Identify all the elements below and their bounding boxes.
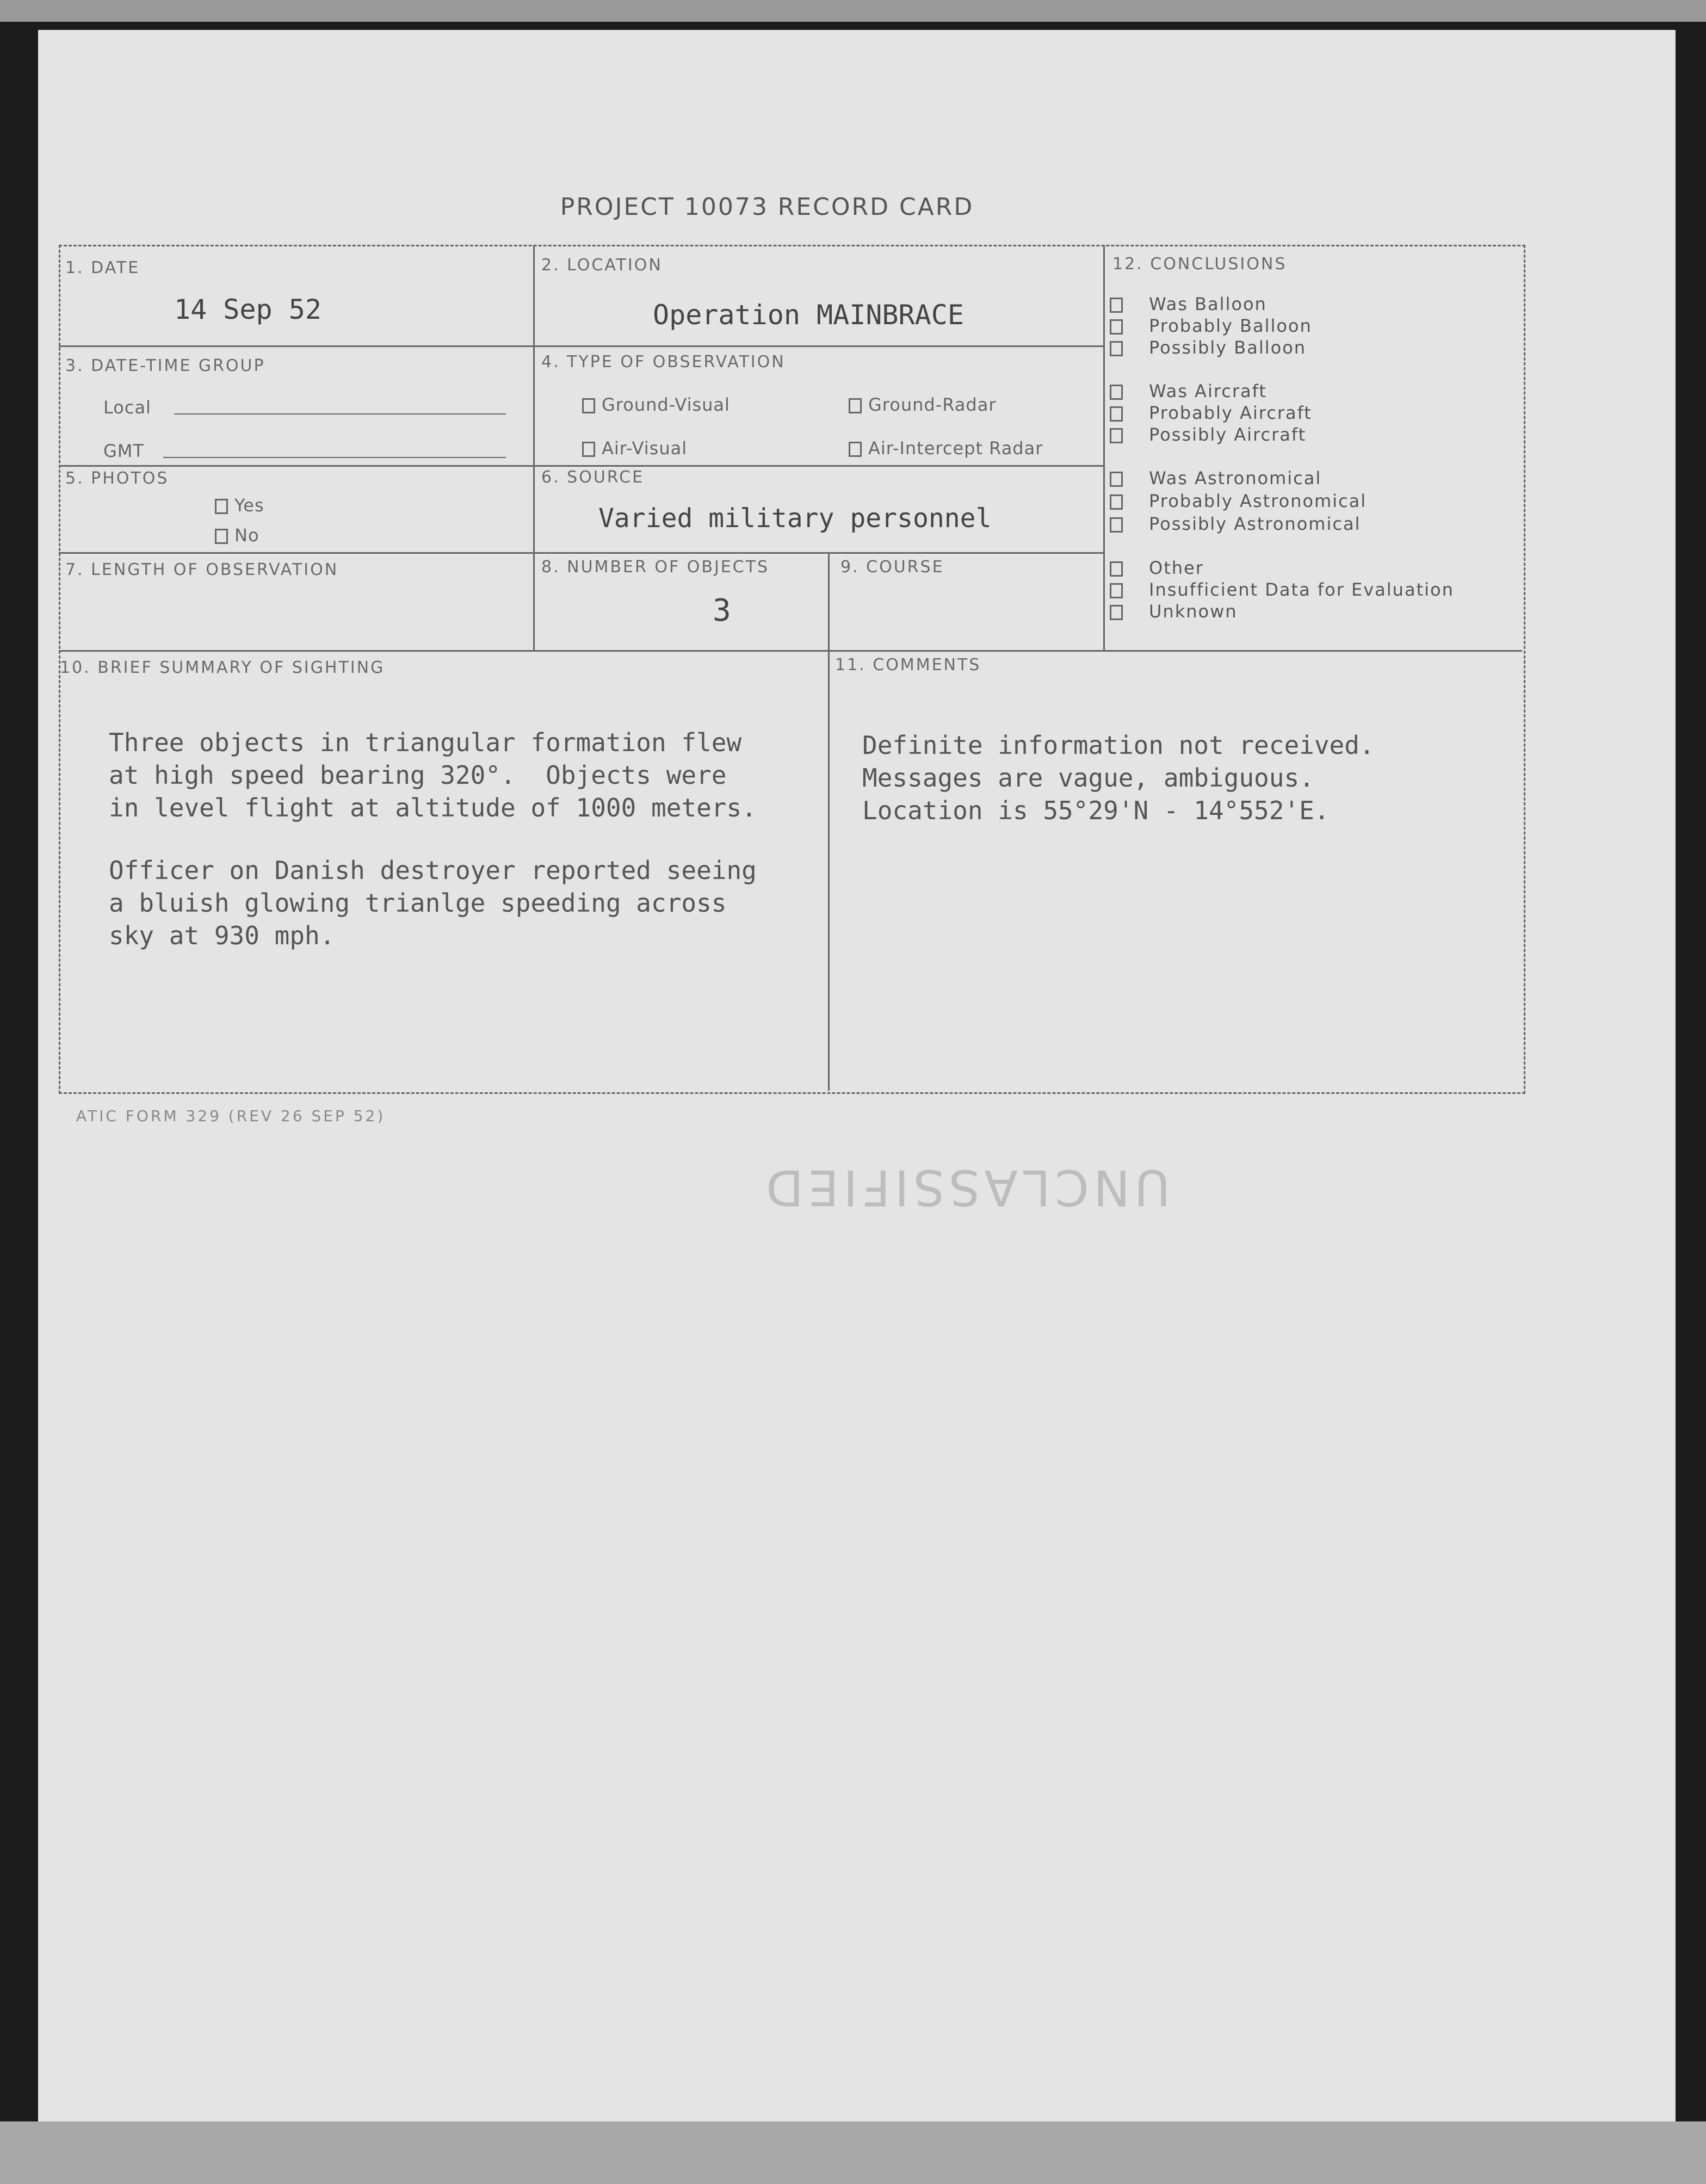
air-visual-label: Air-Visual bbox=[602, 438, 688, 459]
grid-line bbox=[533, 552, 535, 650]
conclusion-label: Probably Astronomical bbox=[1149, 491, 1367, 511]
ground-visual-label: Ground-Visual bbox=[602, 394, 730, 415]
conclusion-label: Probably Aircraft bbox=[1149, 403, 1312, 423]
checkbox-icon bbox=[215, 499, 228, 514]
card-title: PROJECT 10073 RECORD CARD bbox=[560, 193, 974, 221]
grid-line bbox=[828, 552, 830, 1091]
unclassified-stamp: UNCLASSIFIED bbox=[762, 1159, 1171, 1216]
dtg-gmt-label: GMT bbox=[103, 441, 144, 461]
source-label: 6. SOURCE bbox=[541, 468, 645, 487]
num-objects-label: 8. NUMBER OF OBJECTS bbox=[541, 558, 770, 577]
conclusion-label: Possibly Balloon bbox=[1149, 337, 1307, 358]
checkbox-icon bbox=[1110, 385, 1123, 400]
conclusion-label: Unknown bbox=[1149, 601, 1238, 622]
conclusion-item bbox=[1110, 381, 1267, 401]
checkbox-icon bbox=[1110, 605, 1123, 620]
summary-line: sky at 930 mph. bbox=[109, 921, 335, 950]
checkbox-icon bbox=[1110, 406, 1123, 422]
summary-line: at high speed bearing 320°. Objects were bbox=[109, 760, 727, 790]
grid-line bbox=[59, 650, 1522, 652]
conclusion-item bbox=[1110, 601, 1238, 622]
comments-line: Location is 55°29'N - 14°552'E. bbox=[862, 796, 1330, 825]
air-intercept-radar-option bbox=[849, 438, 1043, 459]
location-label: 2. LOCATION bbox=[541, 256, 663, 275]
checkbox-icon bbox=[849, 442, 862, 457]
source-value: Varied military personnel bbox=[598, 503, 992, 534]
checkbox-icon bbox=[849, 398, 862, 413]
summary-line: Officer on Danish destroyer reported seeing bbox=[109, 856, 757, 885]
conclusion-label: Was Aircraft bbox=[1149, 381, 1267, 401]
grid-line bbox=[1103, 245, 1105, 650]
checkbox-icon bbox=[582, 442, 595, 457]
dtg-gmt-line bbox=[163, 457, 506, 458]
film-edge-bottom bbox=[0, 2121, 1706, 2184]
ground-radar-label: Ground-Radar bbox=[868, 394, 997, 415]
comments-text bbox=[862, 696, 1375, 859]
comments-line: Messages are vague, ambiguous. bbox=[862, 763, 1314, 793]
comments-line: Definite information not received. bbox=[862, 731, 1375, 760]
summary-line: Three objects in triangular formation flew bbox=[109, 728, 742, 757]
ground-visual-option bbox=[582, 394, 730, 415]
photos-yes-option bbox=[215, 495, 264, 516]
checkbox-icon bbox=[1110, 561, 1123, 577]
conclusion-label: Probably Balloon bbox=[1149, 315, 1312, 336]
checkbox-icon bbox=[1110, 428, 1123, 443]
photos-label: 5. PHOTOS bbox=[65, 469, 169, 488]
grid-line bbox=[59, 465, 1103, 467]
checkbox-icon bbox=[582, 398, 595, 413]
conclusion-item bbox=[1110, 424, 1306, 445]
summary-line: in level flight at altitude of 1000 meters. bbox=[109, 793, 757, 822]
checkbox-icon bbox=[1110, 494, 1123, 510]
conclusion-item bbox=[1110, 315, 1312, 336]
conclusion-item bbox=[1110, 513, 1361, 534]
checkbox-icon bbox=[1110, 583, 1123, 598]
date-value: 14 Sep 52 bbox=[174, 294, 322, 325]
conclusion-item bbox=[1110, 337, 1306, 358]
conclusion-label: Possibly Aircraft bbox=[1149, 424, 1307, 445]
air-intercept-radar-label: Air-Intercept Radar bbox=[868, 438, 1043, 459]
grid-line bbox=[59, 552, 1103, 554]
conclusion-label: Possibly Astronomical bbox=[1149, 513, 1361, 534]
date-label: 1. DATE bbox=[65, 258, 140, 277]
conclusion-item bbox=[1110, 491, 1367, 511]
photos-yes-label: Yes bbox=[234, 495, 264, 516]
photos-no-label: No bbox=[234, 525, 259, 546]
conclusion-item bbox=[1110, 468, 1321, 488]
length-label: 7. LENGTH OF OBSERVATION bbox=[65, 560, 339, 579]
conclusion-label: Was Balloon bbox=[1149, 294, 1267, 314]
photos-no-option bbox=[215, 525, 259, 546]
num-objects-value: 3 bbox=[713, 593, 731, 628]
dtg-local-line bbox=[174, 413, 506, 414]
conclusion-item bbox=[1110, 579, 1454, 600]
comments-label: 11. COMMENTS bbox=[835, 655, 981, 675]
conclusion-label: Insufficient Data for Evaluation bbox=[1149, 579, 1454, 600]
checkbox-icon bbox=[1110, 341, 1123, 356]
location-value: Operation MAINBRACE bbox=[653, 299, 964, 331]
conclusion-label: Other bbox=[1149, 558, 1204, 578]
checkbox-icon bbox=[1110, 319, 1123, 335]
ground-radar-option bbox=[849, 394, 996, 415]
conclusion-label: Was Astronomical bbox=[1149, 468, 1322, 488]
checkbox-icon bbox=[215, 529, 228, 544]
summary-label: 10. BRIEF SUMMARY OF SIGHTING bbox=[60, 658, 385, 677]
course-label: 9. COURSE bbox=[840, 558, 944, 577]
checkbox-icon bbox=[1110, 472, 1123, 487]
summary-line: a bluish glowing trianlge speeding across bbox=[109, 888, 727, 918]
form-id: ATIC FORM 329 (REV 26 SEP 52) bbox=[76, 1107, 386, 1125]
checkbox-icon bbox=[1110, 298, 1123, 313]
dtg-label: 3. DATE-TIME GROUP bbox=[65, 356, 265, 375]
conclusions-label: 12. CONCLUSIONS bbox=[1112, 255, 1287, 274]
checkbox-icon bbox=[1110, 517, 1123, 533]
conclusion-item bbox=[1110, 403, 1312, 423]
summary-text bbox=[109, 694, 757, 985]
conclusion-item bbox=[1110, 294, 1267, 314]
dtg-local-label: Local bbox=[103, 397, 151, 418]
film-edge-top bbox=[0, 0, 1706, 22]
grid-line bbox=[59, 345, 1103, 347]
type-obs-label: 4. TYPE OF OBSERVATION bbox=[541, 352, 786, 372]
conclusion-item bbox=[1110, 558, 1204, 578]
air-visual-option bbox=[582, 438, 687, 459]
